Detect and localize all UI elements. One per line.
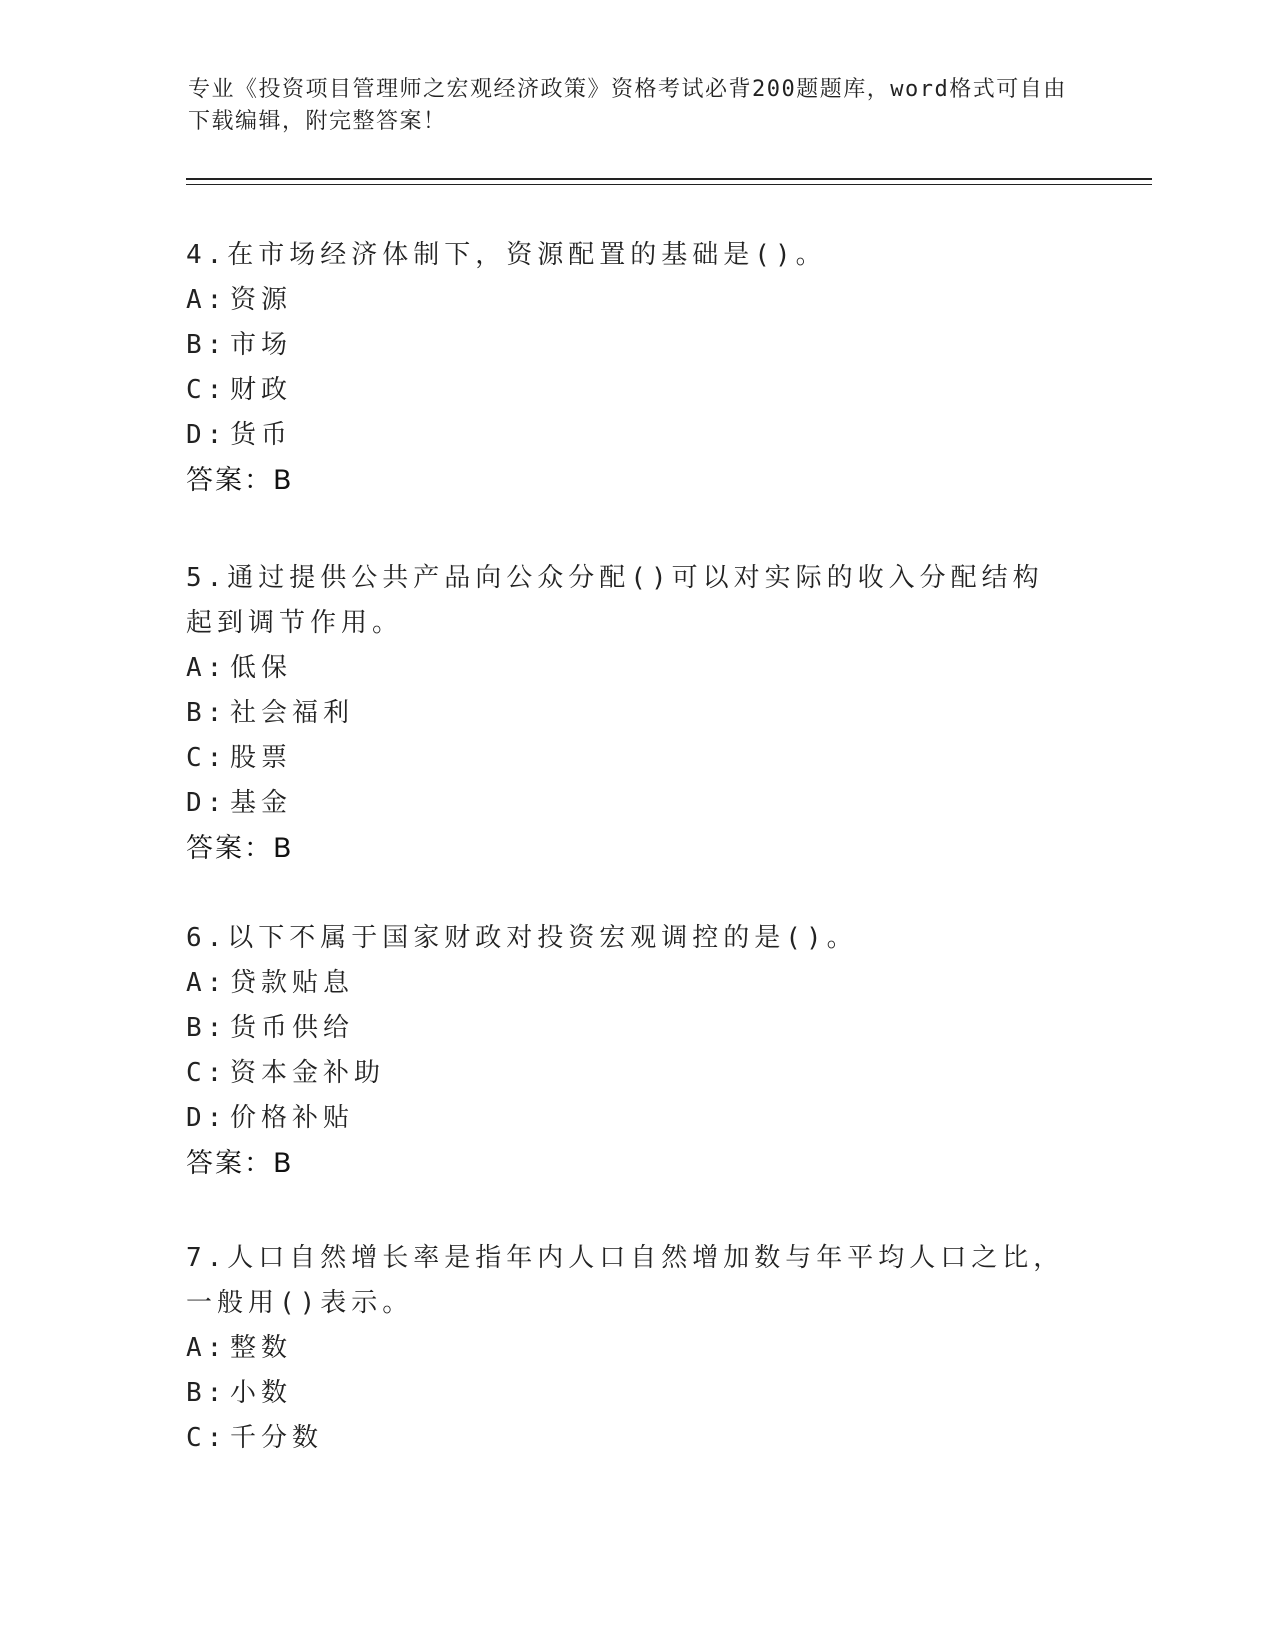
option-letter: D:	[186, 420, 228, 450]
option-c	[186, 1416, 1066, 1461]
option-b	[186, 1006, 1066, 1051]
question-5	[186, 556, 1066, 871]
option-letter: D:	[186, 1103, 228, 1133]
option-b	[186, 691, 1066, 736]
option-c	[186, 368, 1066, 413]
option-c	[186, 736, 1066, 781]
option-text: 资源	[230, 285, 293, 315]
header-divider-thick	[186, 178, 1152, 180]
question-7	[186, 1236, 1066, 1461]
option-d	[186, 413, 1066, 458]
option-letter: C:	[186, 1058, 228, 1088]
answer-line: 答案：B	[186, 833, 294, 864]
question-6	[186, 916, 1066, 1186]
option-text: 整数	[230, 1333, 293, 1363]
option-text: 千分数	[230, 1423, 324, 1453]
option-a	[186, 961, 1066, 1006]
option-text: 市场	[230, 330, 293, 360]
question-4	[186, 233, 1066, 503]
option-text: 财政	[230, 375, 293, 405]
option-letter: D:	[186, 788, 228, 818]
question-stem: 5.通过提供公共产品向公众分配()可以对实际的收入分配结构起到调节作用。	[186, 563, 1044, 638]
option-letter: C:	[186, 1423, 228, 1453]
option-text: 贷款贴息	[230, 968, 355, 998]
option-text: 货币	[230, 420, 293, 450]
option-letter: B:	[186, 1013, 228, 1043]
option-a	[186, 278, 1066, 323]
answer-line: 答案：B	[186, 465, 294, 496]
option-a	[186, 646, 1066, 691]
option-letter: B:	[186, 698, 228, 728]
option-letter: C:	[186, 375, 228, 405]
option-letter: C:	[186, 743, 228, 773]
option-d	[186, 781, 1066, 826]
question-stem: 7.人口自然增长率是指年内人口自然增加数与年平均人口之比，一般用()表示。	[186, 1243, 1065, 1318]
option-letter: A:	[186, 1333, 228, 1363]
option-b	[186, 1371, 1066, 1416]
option-text: 价格补贴	[230, 1103, 355, 1133]
option-c	[186, 1051, 1066, 1096]
option-letter: A:	[186, 653, 228, 683]
header-divider-thin	[186, 184, 1152, 185]
option-letter: B:	[186, 1378, 228, 1408]
option-text: 资本金补助	[230, 1058, 386, 1088]
option-letter: B:	[186, 330, 228, 360]
option-text: 社会福利	[230, 698, 355, 728]
option-d	[186, 1096, 1066, 1141]
option-b	[186, 323, 1066, 368]
option-text: 股票	[230, 743, 293, 773]
question-stem: 6.以下不属于国家财政对投资宏观调控的是()。	[186, 923, 858, 953]
option-text: 低保	[230, 653, 293, 683]
option-text: 货币供给	[230, 1013, 355, 1043]
option-letter: A:	[186, 285, 228, 315]
option-text: 小数	[230, 1378, 293, 1408]
option-text: 基金	[230, 788, 293, 818]
document-header-title: 专业《投资项目管理师之宏观经济政策》资格考试必背200题题库，word格式可自由下载编辑，附完整答案！	[188, 77, 1067, 134]
option-a	[186, 1326, 1066, 1371]
answer-line: 答案：B	[186, 1148, 294, 1179]
question-stem: 4.在市场经济体制下，资源配置的基础是()。	[186, 240, 827, 270]
option-letter: A:	[186, 968, 228, 998]
